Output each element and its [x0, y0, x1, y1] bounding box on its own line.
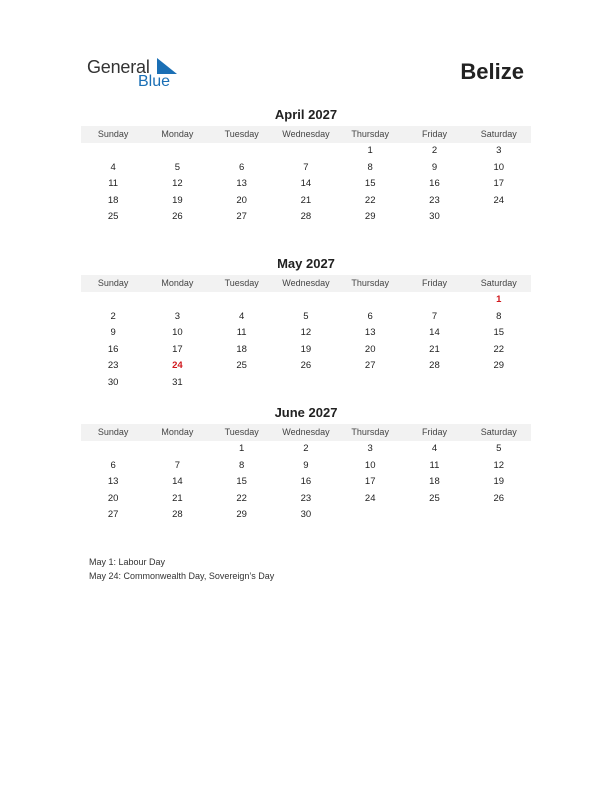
weekday-label: Sunday: [97, 129, 129, 139]
weekday-label: Thursday: [351, 278, 389, 288]
week-row: [81, 358, 531, 375]
day-cell: 27: [236, 211, 247, 222]
empty-day-cell: [145, 292, 209, 309]
day-cell: 30: [107, 376, 119, 388]
day-cell: 14: [172, 476, 183, 487]
day-cell: 15: [364, 178, 376, 189]
weekday-header: [81, 424, 531, 441]
day-cell: 5: [174, 161, 181, 173]
day-cell: 12: [172, 178, 183, 189]
day-cell: 27: [364, 360, 376, 371]
weekday-label: Saturday: [480, 278, 517, 288]
weekday-label: Friday: [421, 129, 447, 139]
day-cell: 21: [172, 492, 183, 504]
day-cell: 7: [174, 459, 181, 471]
weekday-label: Tuesday: [224, 129, 259, 139]
day-cell: 22: [364, 194, 376, 206]
week-row: [81, 491, 531, 508]
week-row: [81, 160, 531, 177]
day-cell: 2: [110, 310, 116, 322]
empty-day-cell: [467, 375, 531, 392]
day-cell: 29: [236, 509, 247, 520]
day-cell: 6: [239, 161, 245, 173]
day-cell: 19: [172, 194, 183, 206]
empty-day-cell: [338, 292, 402, 309]
day-cell: 28: [172, 509, 183, 520]
empty-day-cell: [402, 375, 466, 392]
day-cell: 14: [300, 178, 312, 189]
day-cell: 5: [496, 443, 502, 454]
empty-day-cell: [81, 441, 145, 458]
week-row: [81, 375, 531, 392]
weekday-label: Thursday: [351, 129, 389, 139]
day-cell: 26: [300, 360, 312, 371]
day-cell: 24: [493, 194, 505, 206]
day-cell: 8: [239, 459, 245, 471]
weekday-label: Wednesday: [282, 129, 330, 139]
month-title: May 2027: [277, 256, 335, 271]
day-cell: 25: [236, 360, 247, 371]
week-row: [81, 325, 531, 342]
week-row: [81, 143, 531, 160]
logo-text-blue: Blue: [138, 73, 171, 90]
empty-day-cell: [402, 292, 466, 309]
day-cell: 2: [303, 443, 309, 454]
day-cell: 2: [431, 145, 438, 156]
empty-day-cell: [467, 209, 531, 226]
day-cell: 16: [429, 178, 440, 189]
day-cell: 9: [303, 459, 309, 471]
day-cell: 18: [236, 343, 247, 355]
day-cell: 10: [364, 459, 376, 471]
empty-day-cell: [210, 292, 274, 309]
day-cell: 16: [300, 476, 312, 487]
day-cell: 23: [107, 360, 119, 371]
day-cell: 20: [364, 343, 376, 355]
day-cell: 5: [303, 310, 309, 322]
day-cell: 23: [429, 194, 440, 206]
weekday-label: Monday: [161, 427, 194, 437]
day-cell: 17: [493, 178, 505, 189]
empty-day-cell: [210, 375, 274, 392]
empty-day-cell: [274, 375, 338, 392]
weekday-label: Thursday: [351, 427, 389, 437]
day-cell: 28: [429, 360, 440, 371]
country-title: Belize: [460, 59, 524, 84]
day-cell: 29: [493, 360, 505, 371]
week-row: [81, 176, 531, 193]
day-cell: 10: [172, 327, 183, 338]
day-cell: 10: [493, 161, 505, 173]
day-cell: 7: [431, 310, 438, 322]
day-cell: 25: [107, 211, 119, 222]
day-cell: 8: [496, 310, 502, 322]
day-cell: 9: [431, 161, 438, 173]
day-cell: 11: [429, 459, 440, 471]
day-cell: 9: [110, 327, 116, 338]
week-row: [81, 507, 531, 524]
weekday-label: Friday: [421, 427, 447, 437]
day-cell: 3: [174, 310, 181, 322]
day-cell: 12: [493, 459, 505, 471]
day-cell: 26: [493, 492, 505, 504]
day-cell: 1: [367, 145, 373, 156]
day-cell: 18: [107, 194, 119, 206]
day-cell: 20: [236, 194, 247, 206]
week-row: [81, 193, 531, 210]
day-cell: 26: [172, 211, 183, 222]
week-row: [81, 342, 531, 359]
week-row: [81, 292, 531, 309]
day-cell: 22: [493, 343, 505, 355]
empty-day-cell: [274, 143, 338, 160]
day-cell: 14: [429, 327, 440, 338]
day-cell: 17: [364, 476, 376, 487]
day-cell: 4: [110, 161, 116, 173]
day-cell: 30: [300, 509, 312, 520]
day-cell: 13: [107, 476, 119, 487]
weekday-label: Friday: [421, 278, 447, 288]
holiday-day-cell: 24: [172, 360, 183, 371]
day-cell: 15: [236, 476, 247, 487]
weekday-label: Sunday: [97, 427, 129, 437]
day-cell: 3: [367, 443, 373, 454]
day-cell: 11: [236, 327, 247, 338]
month-grid: [81, 143, 531, 226]
month-grid: [81, 292, 531, 391]
day-cell: 13: [364, 327, 376, 338]
day-cell: 17: [172, 343, 183, 355]
weekday-header: [81, 126, 531, 143]
empty-day-cell: [274, 292, 338, 309]
weekday-header: [81, 275, 531, 292]
day-cell: 21: [429, 343, 440, 355]
day-cell: 15: [493, 327, 505, 338]
day-cell: 6: [110, 459, 116, 471]
empty-day-cell: [210, 143, 274, 160]
empty-day-cell: [402, 507, 466, 524]
weekday-label: Tuesday: [224, 427, 259, 437]
month-title: June 2027: [274, 405, 338, 420]
month-grid: [81, 441, 531, 524]
day-cell: 29: [364, 211, 376, 222]
day-cell: 31: [172, 376, 183, 388]
empty-day-cell: [81, 292, 145, 309]
day-cell: 4: [431, 443, 438, 454]
day-cell: 16: [107, 343, 119, 355]
month-april: [81, 106, 531, 226]
weekday-label: Wednesday: [282, 427, 330, 437]
day-cell: 6: [367, 310, 373, 322]
day-cell: 7: [303, 161, 309, 173]
weekday-label: Monday: [161, 129, 194, 139]
day-cell: 22: [236, 492, 247, 504]
day-cell: 3: [496, 145, 502, 156]
weekday-label: Saturday: [480, 129, 517, 139]
day-cell: 20: [107, 492, 119, 504]
empty-day-cell: [81, 143, 145, 160]
day-cell: 30: [429, 211, 440, 222]
day-cell: 8: [367, 161, 373, 173]
holiday-day-cell: 1: [496, 294, 502, 305]
empty-day-cell: [467, 507, 531, 524]
week-row: [81, 209, 531, 226]
day-cell: 19: [300, 343, 312, 355]
day-cell: 18: [429, 476, 440, 487]
day-cell: 24: [364, 492, 376, 504]
empty-day-cell: [338, 507, 402, 524]
day-cell: 11: [108, 178, 119, 189]
holiday-note: May 24: Commonwealth Day, Sovereign’s Day: [89, 571, 275, 581]
weekday-label: Sunday: [97, 278, 129, 288]
day-cell: 21: [300, 194, 312, 206]
generalblue-logo: [87, 56, 187, 92]
weekday-label: Wednesday: [282, 278, 330, 288]
logo-text-general: General: [87, 57, 150, 77]
week-row: [81, 441, 531, 458]
holiday-note: May 1: Labour Day: [89, 557, 166, 567]
weekday-label: Saturday: [480, 427, 517, 437]
week-row: [81, 309, 531, 326]
day-cell: 27: [107, 509, 119, 520]
empty-day-cell: [145, 143, 209, 160]
empty-day-cell: [145, 441, 209, 458]
day-cell: 4: [239, 310, 245, 322]
week-row: [81, 458, 531, 475]
weekday-label: Monday: [161, 278, 194, 288]
month-title: April 2027: [274, 107, 338, 122]
day-cell: 13: [236, 178, 247, 189]
day-cell: 23: [300, 492, 312, 504]
day-cell: 25: [429, 492, 440, 504]
weekday-label: Tuesday: [224, 278, 259, 288]
day-cell: 19: [493, 476, 505, 487]
holiday-notes: [89, 555, 274, 583]
empty-day-cell: [338, 375, 402, 392]
day-cell: 28: [300, 211, 312, 222]
month-june: [81, 404, 531, 524]
day-cell: 12: [300, 327, 312, 338]
day-cell: 1: [239, 443, 245, 454]
month-may: [81, 255, 531, 391]
week-row: [81, 474, 531, 491]
